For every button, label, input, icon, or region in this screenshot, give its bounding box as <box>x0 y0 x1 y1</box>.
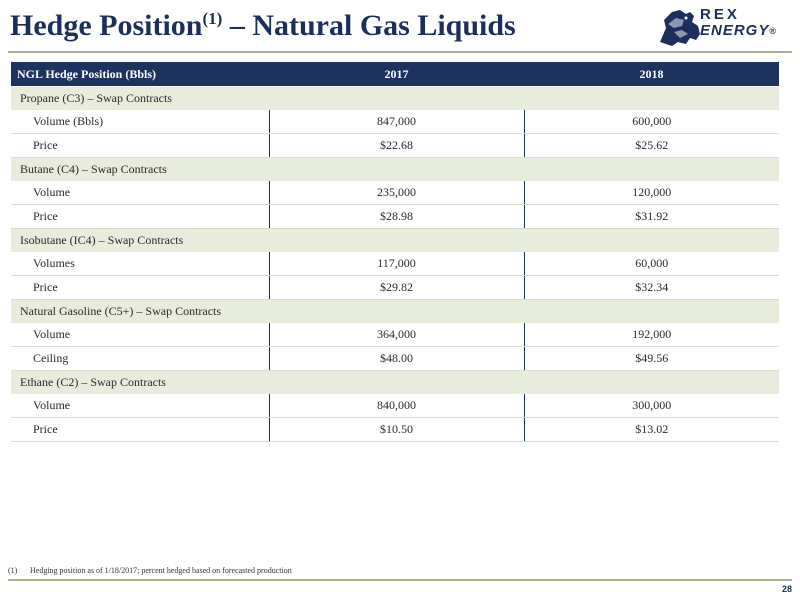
section-title: Butane (C4) – Swap Contracts <box>11 158 779 182</box>
section-row <box>11 158 779 182</box>
row-label: Volume <box>11 323 269 347</box>
logo-wordmark <box>700 7 777 39</box>
row-label: Ceiling <box>11 347 269 371</box>
table-row <box>11 394 779 418</box>
section-row <box>11 371 779 395</box>
table-row <box>11 181 779 205</box>
table-row <box>11 110 779 134</box>
value-2018: 192,000 <box>524 323 779 347</box>
value-2017: 364,000 <box>269 323 524 347</box>
value-2018: $32.34 <box>524 276 779 300</box>
column-header-position: NGL Hedge Position (Bbls) <box>11 62 269 87</box>
section-row <box>11 300 779 324</box>
value-2017: 847,000 <box>269 110 524 134</box>
logo-line-1: REX <box>700 6 740 23</box>
row-label: Volume <box>11 394 269 418</box>
column-header-2018: 2018 <box>524 62 779 87</box>
value-2018: $31.92 <box>524 205 779 229</box>
table-body <box>11 87 779 442</box>
value-2018: 60,000 <box>524 252 779 276</box>
rex-energy-logo <box>656 4 792 48</box>
value-2017: 840,000 <box>269 394 524 418</box>
row-label: Price <box>11 134 269 158</box>
table-row <box>11 276 779 300</box>
value-2017: $48.00 <box>269 347 524 371</box>
value-2017: 117,000 <box>269 252 524 276</box>
value-2018: $25.62 <box>524 134 779 158</box>
table-row <box>11 252 779 276</box>
title-footnote-ref: (1) <box>202 9 223 28</box>
logo-line-2-text: ENERGY <box>700 22 770 39</box>
section-title: Isobutane (IC4) – Swap Contracts <box>11 229 779 253</box>
ngl-hedge-table <box>11 62 779 442</box>
value-2017: $22.68 <box>269 134 524 158</box>
row-label: Volume <box>11 181 269 205</box>
table-row <box>11 347 779 371</box>
footnote <box>8 566 292 575</box>
section-row <box>11 87 779 111</box>
section-row <box>11 229 779 253</box>
table-row <box>11 323 779 347</box>
title-suffix: – Natural Gas Liquids <box>222 9 516 42</box>
table-row <box>11 134 779 158</box>
value-2017: $28.98 <box>269 205 524 229</box>
title-main: Hedge Position <box>10 9 203 42</box>
section-title: Propane (C3) – Swap Contracts <box>11 87 779 111</box>
value-2018: 120,000 <box>524 181 779 205</box>
header-divider <box>8 51 792 53</box>
section-title: Natural Gasoline (C5+) – Swap Contracts <box>11 300 779 324</box>
value-2018: $13.02 <box>524 418 779 442</box>
table-row <box>11 418 779 442</box>
page-title <box>10 6 516 46</box>
table-row <box>11 205 779 229</box>
row-label: Volumes <box>11 252 269 276</box>
section-title: Ethane (C2) – Swap Contracts <box>11 371 779 395</box>
row-label: Price <box>11 418 269 442</box>
logo-line-2 <box>700 23 777 39</box>
value-2018: $49.56 <box>524 347 779 371</box>
table-header-row <box>11 62 779 87</box>
footer-divider <box>8 579 792 581</box>
registered-mark: ® <box>769 26 777 36</box>
column-header-2017: 2017 <box>269 62 524 87</box>
page-number: 28 <box>781 584 792 594</box>
row-label: Price <box>11 276 269 300</box>
footnote-number: (1) <box>8 566 18 575</box>
row-label: Price <box>11 205 269 229</box>
value-2017: 235,000 <box>269 181 524 205</box>
value-2017: $29.82 <box>269 276 524 300</box>
value-2017: $10.50 <box>269 418 524 442</box>
value-2018: 300,000 <box>524 394 779 418</box>
footnote-text: Hedging position as of 1/18/2017; percent hedged based on forecasted production <box>30 566 292 575</box>
row-label: Volume (Bbls) <box>11 110 269 134</box>
dinosaur-logo-icon <box>656 4 704 48</box>
value-2018: 600,000 <box>524 110 779 134</box>
